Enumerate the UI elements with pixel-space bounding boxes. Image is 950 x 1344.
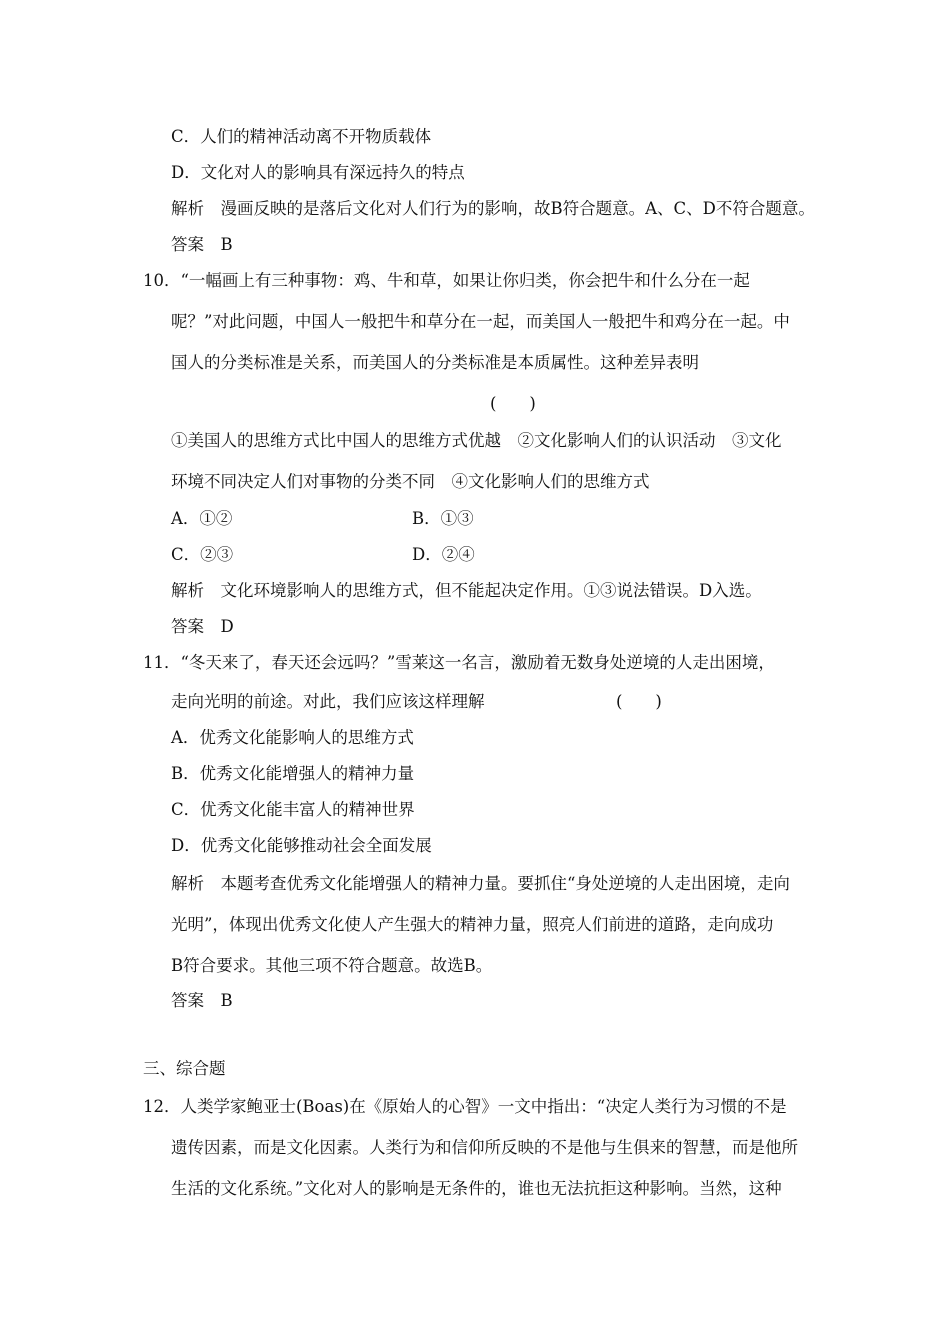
q10-analysis: 解析 文化环境影响人的思维方式，但不能起决定作用。①③说法错误。D入选。 <box>171 581 762 600</box>
q9-option-c: C．人们的精神活动离不开物质载体 <box>171 127 432 146</box>
q10-option-d: D．②④ <box>412 545 475 564</box>
q9-option-d: D．文化对人的影响具有深远持久的特点 <box>171 163 465 182</box>
q10-answer-blank: ( ) <box>490 394 536 413</box>
q11-option-d: D．优秀文化能够推动社会全面发展 <box>171 836 432 855</box>
q10-statements-line2: 环境不同决定人们对事物的分类不同 ④文化影响人们的思维方式 <box>171 472 650 491</box>
q11-option-a: A．优秀文化能影响人的思维方式 <box>171 728 414 747</box>
q10-stem-line3: 国人的分类标准是关系，而美国人的分类标准是本质属性。这种差异表明 <box>171 353 699 372</box>
q11-option-b: B．优秀文化能增强人的精神力量 <box>171 764 415 783</box>
q12-stem-line1: 12．人类学家鲍亚士(Boas)在《原始人的心智》一文中指出：“决定人类行为习惯的不是 <box>143 1097 787 1116</box>
q12-stem-line3: 生活的文化系统。”文化对人的影响是无条件的，谁也无法抗拒这种影响。当然，这种 <box>171 1179 782 1198</box>
q11-answer: 答案 B <box>171 991 233 1010</box>
q10-answer: 答案 D <box>171 617 234 636</box>
q9-analysis: 解析 漫画反映的是落后文化对人们行为的影响，故B符合题意。A、C、D不符合题意。 <box>171 199 815 218</box>
section-heading: 三、综合题 <box>143 1059 226 1078</box>
q10-option-c: C．②③ <box>171 545 234 564</box>
q10-statements-line1: ①美国人的思维方式比中国人的思维方式优越 ②文化影响人们的认识活动 ③文化 <box>171 431 782 450</box>
q10-stem-line1: 10．“一幅画上有三种事物：鸡、牛和草，如果让你归类，你会把牛和什么分在一起 <box>143 271 750 290</box>
q11-answer-blank: ( ) <box>616 692 662 711</box>
q11-option-c: C．优秀文化能丰富人的精神世界 <box>171 800 415 819</box>
q12-stem-line2: 遗传因素，而是文化因素。人类行为和信仰所反映的不是他与生俱来的智慧，而是他所 <box>171 1138 798 1157</box>
q11-analysis-line1: 解析 本题考查优秀文化能增强人的精神力量。要抓住“身处逆境的人走出困境，走向 <box>171 874 790 893</box>
q9-answer: 答案 B <box>171 235 233 254</box>
q11-analysis-line2: 光明”，体现出优秀文化使人产生强大的精神力量，照亮人们前进的道路，走向成功 <box>171 915 774 934</box>
q10-option-b: B．①③ <box>412 509 474 528</box>
q10-stem-line2: 呢？”对此问题，中国人一般把牛和草分在一起，而美国人一般把牛和鸡分在一起。中 <box>171 312 790 331</box>
q10-option-a: A．①② <box>171 509 233 528</box>
q11-stem-line1: 11．“冬天来了，春天还会远吗？”雪莱这一名言，激励着无数身处逆境的人走出困境， <box>143 653 775 672</box>
q11-analysis-line3: B符合要求。其他三项不符合题意。故选B。 <box>171 956 493 975</box>
q11-stem-line2: 走向光明的前途。对此，我们应该这样理解 <box>171 692 485 711</box>
